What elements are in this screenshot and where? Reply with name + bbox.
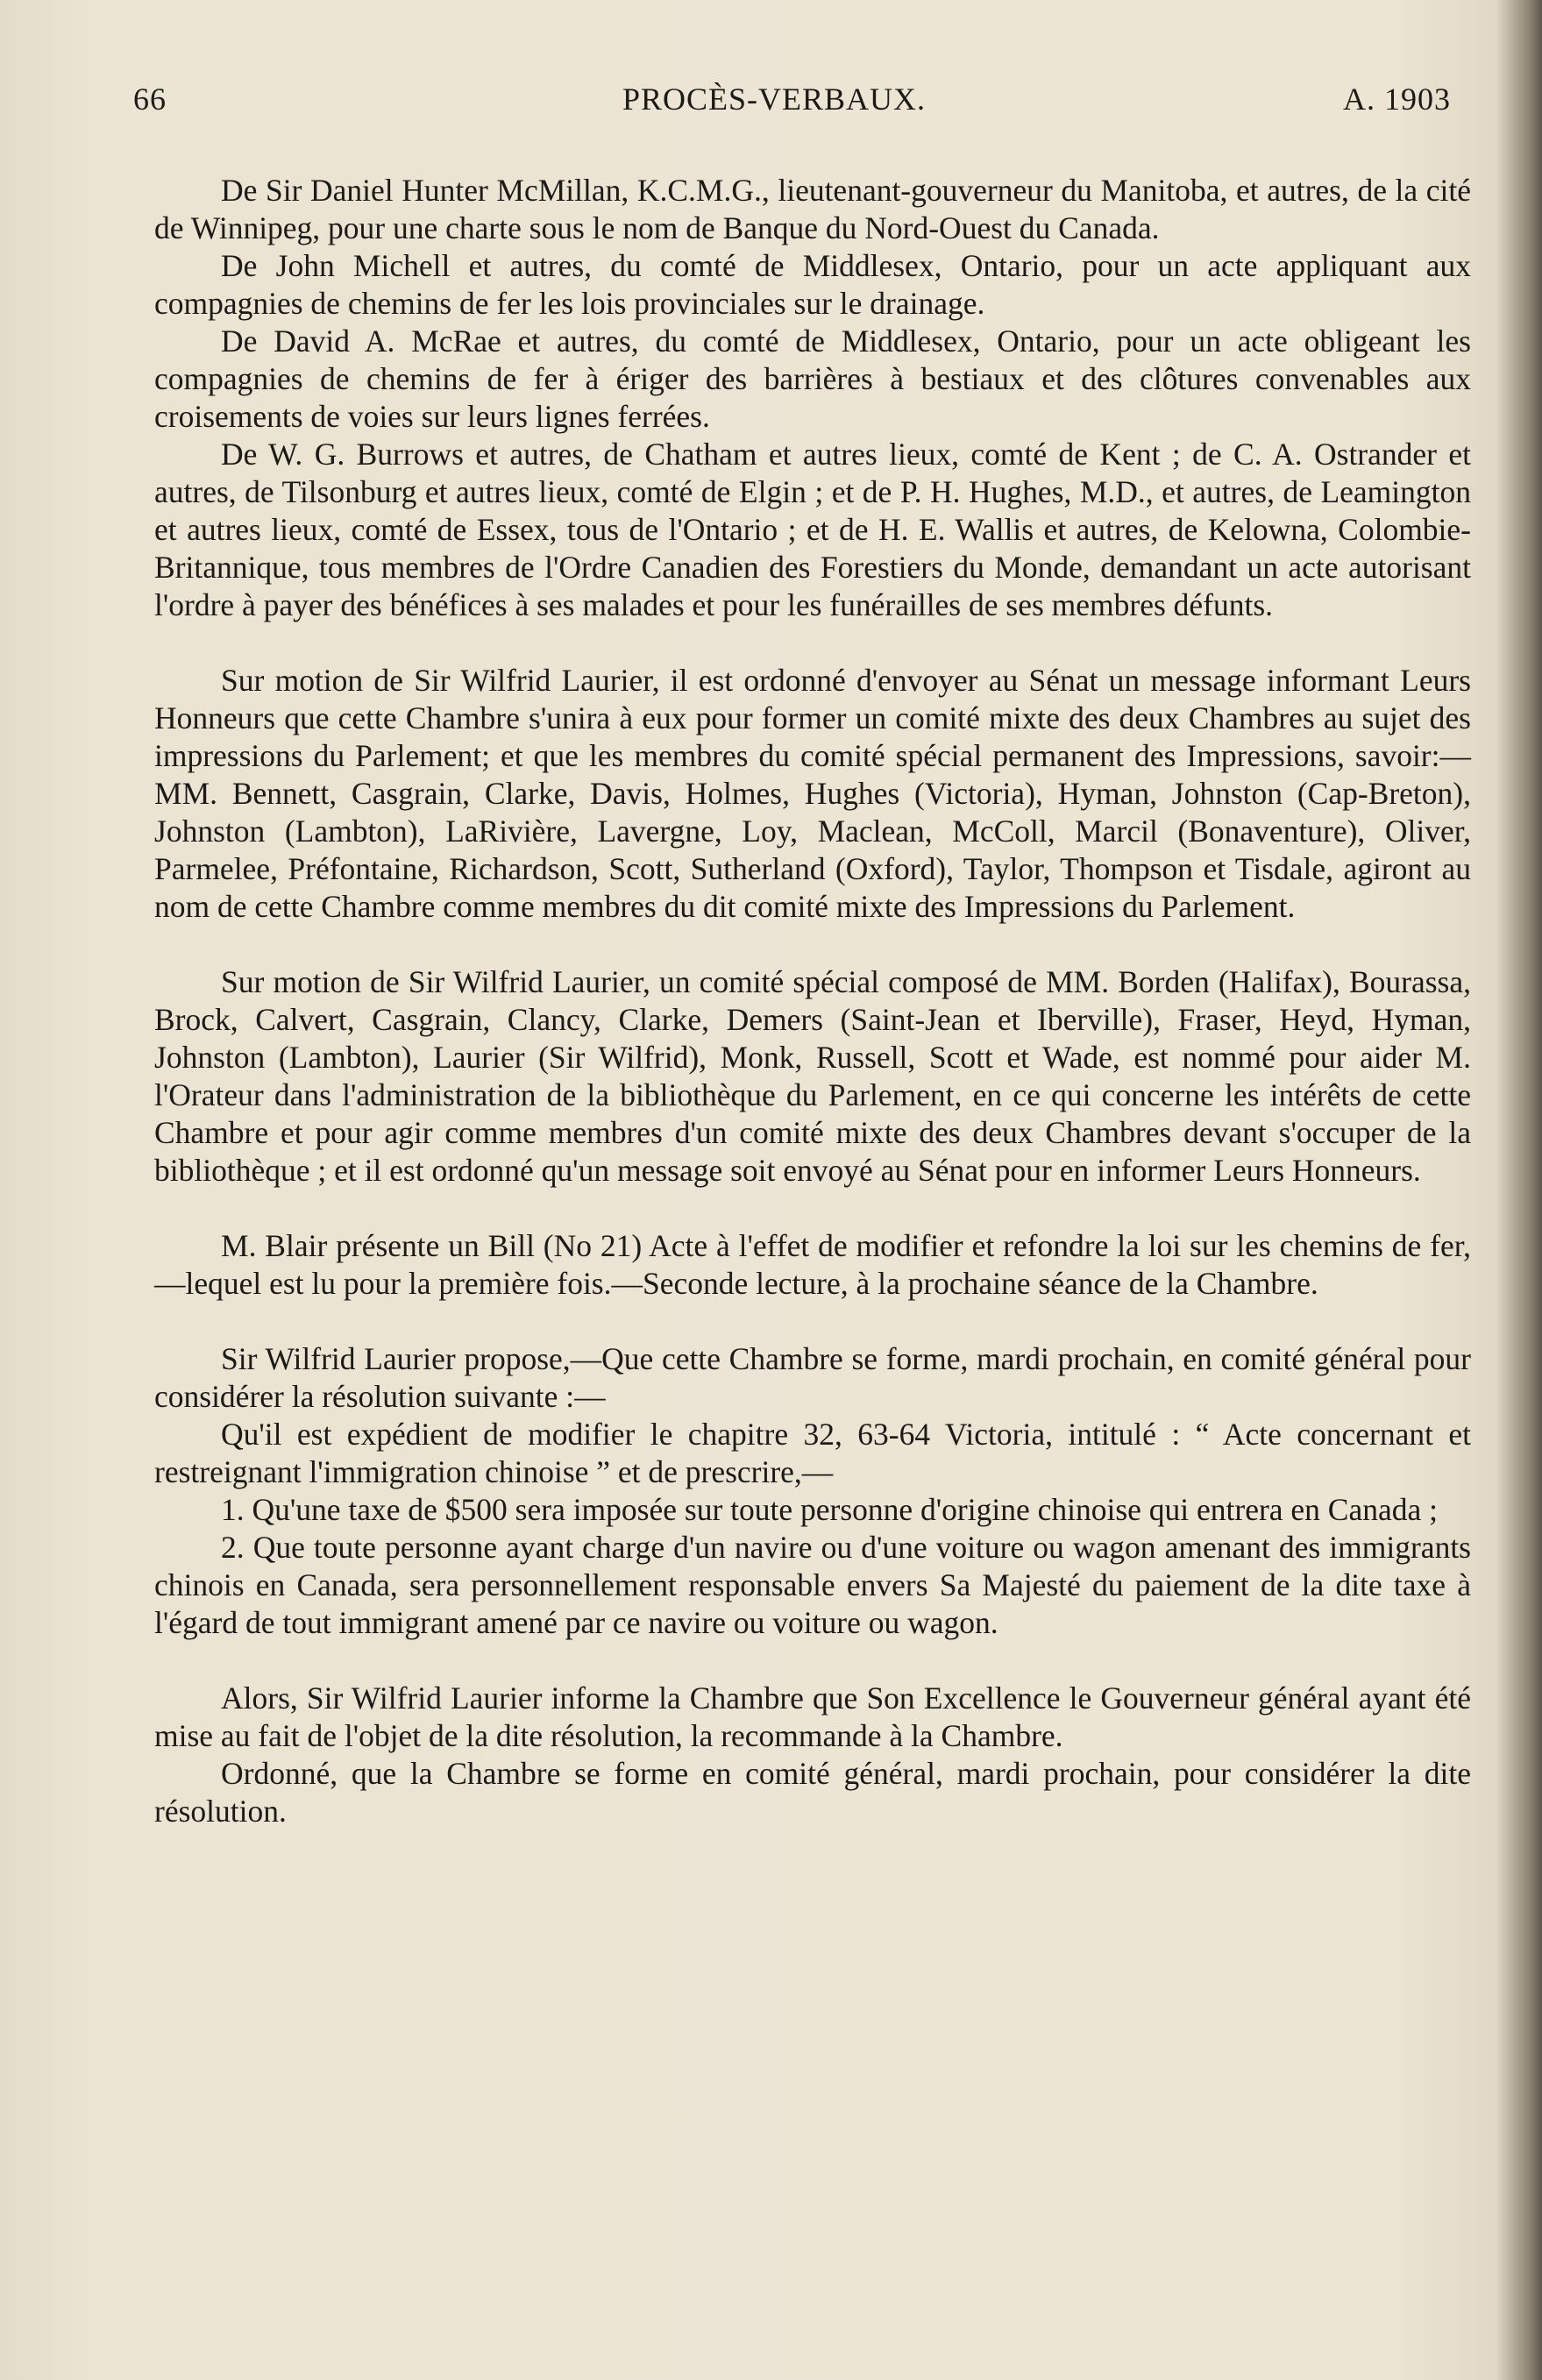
page-number: 66 <box>133 82 167 117</box>
motion-paragraph: Sur motion de Sir Wilfrid Laurier, il est ordonné d'envoyer au Sénat un message informant Leurs Honneurs que cette Chambre s'unira à eux pour former un comité mixte des deux Chambres au sujet des impressions du Parlement; et que les membres du comité spécial permanent des Impressions, savoir:—MM. Bennett, Casgrain, Clarke, Davis, Holmes, Hughes (Victoria), Hyman, Johnston (Cap-Breton), Johnston (Lambton), LaRivière, Lavergne, Loy, Maclean, McColl, Marcil (Bonaventure), Oliver, Parmelee, Préfontaine, Richardson, Scott, Sutherland (Oxford), Taylor, Thompson et Tisdale, agiront au nom de cette Chambre comme membres du dit comité mixte des Impressions du Parlement. <box>154 663 1471 924</box>
petition-paragraph: De W. G. Burrows et autres, de Chatham et autres lieux, comté de Kent ; de C. A. Ostrander et autres, de Tilsonburg et autres lieux, comté de Elgin ; et de P. H. Hughes, M.D., et autres, de Leamington et autres lieux, comté de Essex, tous de l'Ontario ; et de H. E. Wallis et autres, de Kelowna, Colombie-Britannique, tous membres de l'Ordre Canadien des Forestiers du Monde, demandant un acte autorisant l'ordre à payer des bénéfices à ses malades et pour les funérailles de ses membres défunts. <box>154 437 1471 622</box>
message-paragraph: Alors, Sir Wilfrid Laurier informe la Chambre que Son Excellence le Gouverneur général ayant été mise au fait de l'objet de la dite résolution, la recommande à la Chambre. <box>154 1680 1471 1753</box>
resolution-item: 1. Qu'une taxe de $500 sera imposée sur toute personne d'origine chinoise qui entrera en Canada ; <box>221 1492 1438 1527</box>
page-year: A. 1903 <box>1343 82 1451 117</box>
motion-paragraph: Sir Wilfrid Laurier propose,—Que cette Chambre se forme, mardi prochain, en comité général pour considérer la résolution suivante :— <box>154 1341 1471 1414</box>
petition-paragraph: De David A. McRae et autres, du comté de Middlesex, Ontario, pour un acte obligeant les compagnies de chemins de fer à ériger des barrières à bestiaux et des clôtures convenables aux croisements de voies sur leurs lignes ferrées. <box>154 323 1471 434</box>
document-body <box>154 172 1471 1830</box>
petition-paragraph: De Sir Daniel Hunter McMillan, K.C.M.G., lieutenant-gouverneur du Manitoba, et autres, de la cité de Winnipeg, pour une charte sous le nom de Banque du Nord-Ouest du Canada. <box>154 173 1471 245</box>
resolution-paragraph: Qu'il est expédient de modifier le chapitre 32, 63-64 Victoria, intitulé : “ Acte concernant et restreignant l'immigration chinoise ” et de prescrire,— <box>154 1417 1471 1489</box>
motion-paragraph: Sur motion de Sir Wilfrid Laurier, un comité spécial composé de MM. Borden (Halifax), Bourassa, Brock, Calvert, Casgrain, Clancy, Clarke, Demers (Saint-Jean et Iberville), Fraser, Heyd, Hyman, Johnston (Lambton), Laurier (Sir Wilfrid), Monk, Russell, Scott et Wade, est nommé pour aider M. l'Orateur dans l'administration de la bibliothèque du Parlement, en ce qui concerne les intérêts de cette Chambre et pour agir comme membres d'un comité mixte des deux Chambres devant s'occuper de la bibliothèque ; et il est ordonné qu'un message soit envoyé au Sénat pour en informer Leurs Honneurs. <box>154 964 1471 1188</box>
bill-paragraph: M. Blair présente un Bill (No 21) Acte à l'effet de modifier et refondre la loi sur les chemins de fer,—lequel est lu pour la première fois.—Seconde lecture, à la prochaine séance de la Chambre. <box>154 1228 1471 1301</box>
order-paragraph: Ordonné, que la Chambre se forme en comité général, mardi prochain, pour considérer la dite résolution. <box>154 1756 1471 1829</box>
page-header <box>131 81 1464 133</box>
resolution-item: 2. Que toute personne ayant charge d'un navire ou d'une voiture ou wagon amenant des immigrants chinois en Canada, sera personnellement responsable envers Sa Majesté du paiement de la dite taxe à l'égard de tout immigrant amené par ce navire ou voiture ou wagon. <box>154 1530 1471 1640</box>
petition-paragraph: De John Michell et autres, du comté de Middlesex, Ontario, pour un acte appliquant aux compagnies de chemins de fer les lois provinciales sur le drainage. <box>154 248 1471 321</box>
page-title: PROCÈS-VERBAUX. <box>622 82 927 117</box>
